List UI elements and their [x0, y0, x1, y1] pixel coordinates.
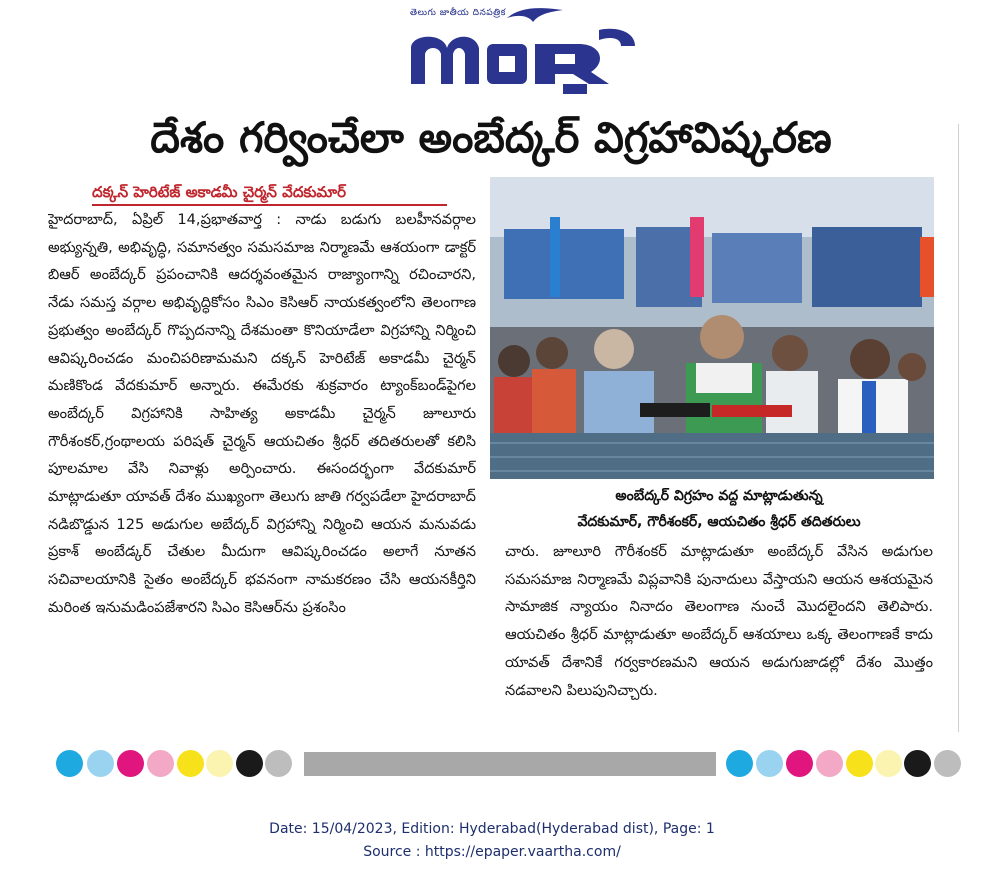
registration-swatch [206, 750, 233, 777]
headline: దేశం గర్వించేలా అంబేద్కర్ విగ్రహావిష్కరణ [150, 113, 832, 162]
registration-swatch [904, 750, 931, 777]
registration-swatch [726, 750, 753, 777]
registration-gray-bar [304, 752, 716, 776]
body-right-text: చారు. జూలూరి గౌరీశంకర్ మాట్లాడుతూ అంబేద్కర్ వేసిన అడుగుల సమసమాజ నిర్మాణమే విప్లవానికి పునాదులు వేస్తాయని ఆయన ఆశయమైన సామాజిక న్యాయం నినాదం తెలంగాణ నుంచే మొదలైందని తెలిపారు. ఆయచితం శ్రీధర్ మాట్లాడుతూ అంబేద్కర్ ఆశయాలు ఒక్క తెలంగాణకే కాదు యావత్ దేశానికే గర్వకారణమని ఆయన అడుగుజాడల్లో దేశం మొత్తం నడవాలని పిలుపునిచ్చారు. [505, 543, 933, 699]
registration-swatch [875, 750, 902, 777]
registration-swatch [934, 750, 961, 777]
newspaper-logo [403, 22, 641, 96]
registration-swatch [816, 750, 843, 777]
registration-swatch [87, 750, 114, 777]
registration-swatch [786, 750, 813, 777]
masthead-tagline: తెలుగు జాతీయ దినపత్రిక [410, 8, 506, 18]
registration-swatch [56, 750, 83, 777]
footer-date-line: Date: 15/04/2023, Edition: Hyderabad(Hyderabad dist), Page: 1 [269, 821, 715, 837]
caption-line-1: అంబేద్కర్ విగ్రహం వద్ద మాట్లాడుతున్న [615, 488, 823, 504]
registration-swatch [117, 750, 144, 777]
color-registration-bar [46, 748, 984, 778]
body-left-text: హైదరాబాద్, ఏప్రిల్ 14,ప్రభాతవార్త : నాడు బడుగు బలహీనవర్గాల అభ్యున్నతి, అభివృద్ధి, సమానత్వం సమసమాజ నిర్మాణమే ఆశయంగా డాక్టర్ బిఆర్ అంబేద్కర్ ప్రపంచానికి ఆదర్శవంతమైన రాజ్యాంగాన్ని రచించారని, నేడు సమస్త వర్గాల అభివృద్ధికోసం సిఎం కెసిఆర్ నాయకత్వంలోని తెలంగాణ ప్రభుత్వం అంబేద్కర్ గొప్పదనాన్ని దేశమంతా కొనియాడేలా విగ్రహాన్ని నిర్మించి ఆవిష్కరించడం మంచిపరిణామమని దక్కన్ హెరిటేజ్ అకాడమీ చైర్మన్ మణికొండ వేదకుమార్ అన్నారు. ఈమేరకు శుక్రవారం ట్యాంక్‌బండ్‌పైగల అంబేద్కర్ విగ్రహానికి సాహిత్య అకాడమీ చైర్మన్ జూలూరు గౌరీశంకర్,గ్రంథాలయ పరిషత్ చైర్మన్ ఆయచితం శ్రీధర్ తదితరులతో కలిసి పూలమాల వేసి నివాళ్లు అర్పించారు. ఈసందర్భంగా వేదకుమార్ మాట్లాడుతూ యావత్ దేశం ముఖ్యంగా తెలుగు జాతి గర్వపడేలా హైదరాబాద్ నడిబొడ్డున 125 అడుగుల అబేద్కర్ విగ్రహాన్ని నిర్మించి ఆయన మనువడు ప్రకాశ్ అంబేడ్కర్ చేతుల మీదుగా ఆవిష్కరించడం అలాగే నూతన సచివాలయానికి సైతం అంబేద్కర్ భవనంగా నామకరణం చేసి ఆయనకీర్తిని మరింత ఇనుమడింపజేశారని సిఎం కెసిఆర్‌ను ప్రశంసిం [48, 211, 476, 616]
registration-swatch [147, 750, 174, 777]
registration-swatch [846, 750, 873, 777]
article-body-right [505, 538, 933, 736]
article-photo [490, 177, 934, 479]
article-body-left [48, 206, 476, 734]
registration-swatch [177, 750, 204, 777]
registration-swatch [756, 750, 783, 777]
registration-swatch [265, 750, 292, 777]
photo-caption [505, 483, 933, 535]
dove-icon [505, 4, 565, 24]
registration-swatch [236, 750, 263, 777]
column-divider [958, 124, 959, 732]
footer-source-line: Source : https://epaper.vaartha.com/ [363, 844, 621, 860]
caption-line-2: వేదకుమార్, గౌరీశంకర్, ఆయచితం శ్రీధర్ తదితరులు [577, 514, 861, 530]
subheading: దక్కన్ హెరిటేజ్ అకాడమీ చైర్మన్ వేదకుమార్ [92, 183, 347, 201]
